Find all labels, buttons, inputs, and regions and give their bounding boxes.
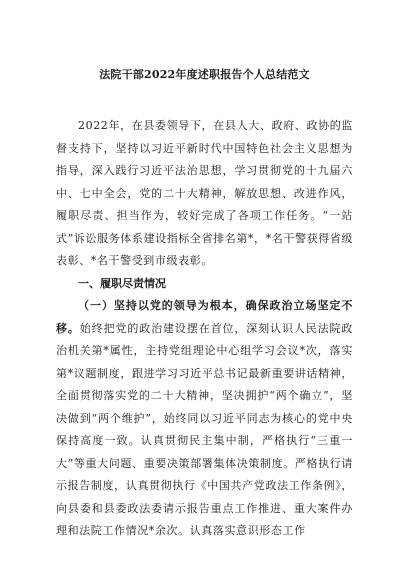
document-body [56, 115, 353, 543]
subsection-lead: （一）坚持以党的领导为根本，确保政治立场坚定不移。 [56, 299, 353, 335]
document-title: 法院干部2022年度述职报告个人总结范文 [99, 68, 310, 81]
subsection-paragraph [56, 295, 353, 543]
intro-paragraph: 2022年，在县委领导下，在县人大、政府、政协的监督支持下，坚持以习近平新时代中国特色社会主义思想为指导，深入践行习近平法治思想，学习贯彻党的十九届六中、七中全会，党的二十大精神，解放思想、改进作风，履职尽责、担当作为，较好完成了各项工作任务。“一站式”诉讼服务体系建设指标全省排名第*，*名干警获得省级表彰、*名干警受到市级表彰。 [56, 119, 353, 267]
section-heading: 一、履职尽责情况 [78, 276, 166, 290]
subsection-body: 始终把党的政治建设摆在首位，深刻认识人民法院政治机关第*属性，主持党组理论中心组学习会议*次，落实第*议题制度，跟进学习习近平总书记最新重要讲话精神，全面贯彻落实党的二十大精神，坚决拥护“两个确立”，坚决做到“两个维护”，始终同以习近平同志为核心的党中央保持高度一致。认真贯彻民主集中制，严格执行“三重一大”等重大问题、重要决策部署集体决策制度。严格执行请示报告制度，认真贯彻执行《中国共产党政法工作条例》，向县委和县委政法委请示报告重点工作推进、重大案件办理和法院工作情况*余次。认真落实意识形态工作 [56, 321, 353, 537]
